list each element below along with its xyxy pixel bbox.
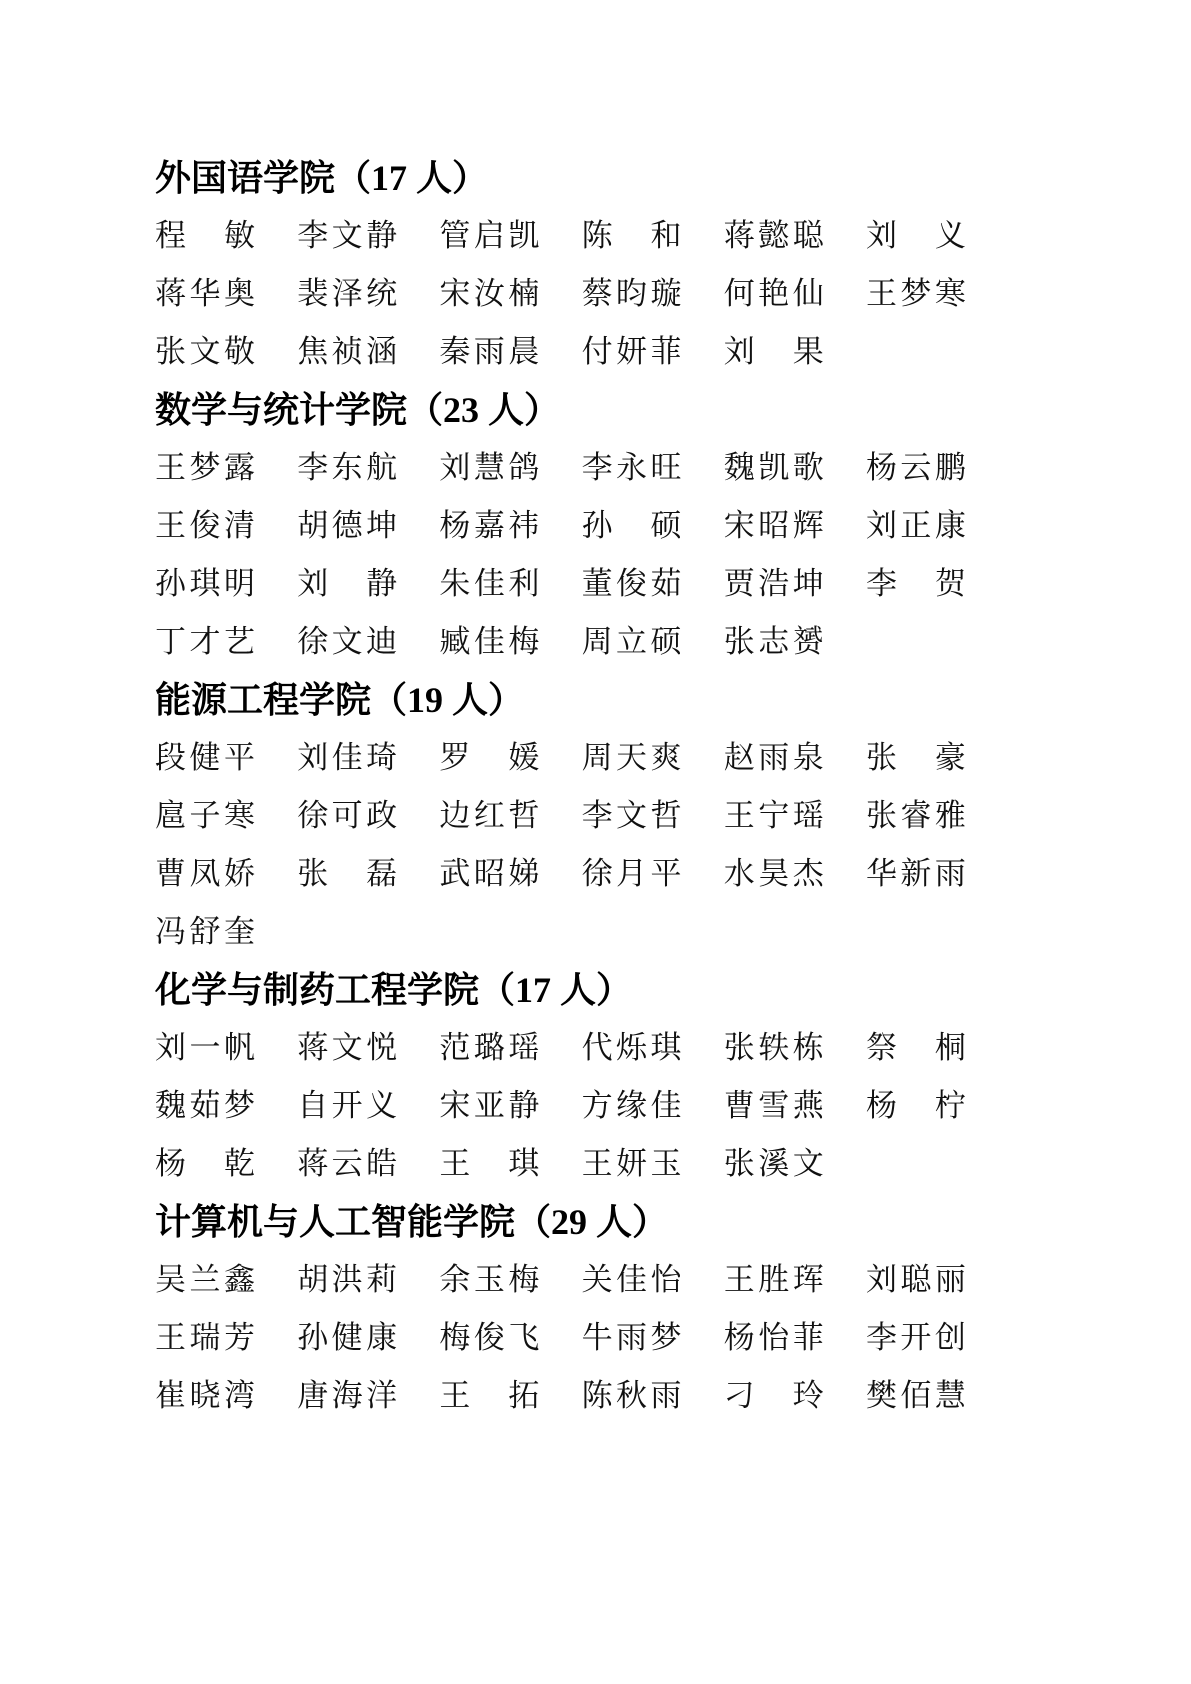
student-name: 徐可政 [297, 798, 398, 834]
college-heading: 数学与统计学院（23 人） [155, 390, 561, 430]
student-name: 王妍玉 [581, 1146, 682, 1182]
student-name: 张睿雅 [865, 798, 966, 834]
student-name: 李文哲 [581, 798, 682, 834]
student-name: 武昭娣 [439, 856, 540, 892]
student-name: 陈 和 [581, 218, 682, 254]
student-name: 王宁瑶 [723, 798, 824, 834]
student-name: 李 贺 [865, 566, 966, 602]
college-section-computer-ai [155, 1193, 1035, 1425]
student-name: 秦雨晨 [439, 334, 540, 370]
student-name: 付妍菲 [581, 334, 682, 370]
student-name: 李东航 [297, 450, 398, 486]
student-name: 张轶栋 [723, 1030, 824, 1066]
student-name: 杨云鹏 [865, 450, 966, 486]
student-name: 程 敏 [155, 218, 255, 254]
student-name: 吴兰鑫 [155, 1262, 255, 1298]
student-name: 蒋云皓 [297, 1146, 398, 1182]
student-name: 王梦露 [155, 450, 255, 486]
student-name: 董俊茹 [581, 566, 682, 602]
college-section-energy-engineering [155, 671, 1035, 961]
student-name: 范璐瑶 [439, 1030, 540, 1066]
student-name: 樊佰慧 [865, 1378, 966, 1414]
student-name: 刘 果 [723, 334, 824, 370]
student-name: 余玉梅 [439, 1262, 540, 1298]
college-heading: 外国语学院（17 人） [155, 158, 489, 198]
student-name: 罗 媛 [439, 740, 540, 776]
student-name: 杨 柠 [865, 1088, 966, 1124]
student-name: 臧佳梅 [439, 624, 540, 660]
student-name: 李文静 [297, 218, 398, 254]
student-name: 宋亚静 [439, 1088, 540, 1124]
student-name: 宋昭辉 [723, 508, 824, 544]
student-name: 刘一帆 [155, 1030, 255, 1066]
student-name: 魏茹梦 [155, 1088, 255, 1124]
student-name: 何艳仙 [723, 276, 824, 312]
student-name: 边红哲 [439, 798, 540, 834]
student-name: 张 磊 [297, 856, 398, 892]
student-name: 曹凤娇 [155, 856, 255, 892]
student-name: 唐海洋 [297, 1378, 398, 1414]
name-list [155, 1019, 1035, 1193]
student-name: 王瑞芳 [155, 1320, 255, 1356]
student-name: 李开创 [865, 1320, 966, 1356]
student-name: 杨怡菲 [723, 1320, 824, 1356]
student-name: 牛雨梦 [581, 1320, 682, 1356]
student-name: 张 豪 [865, 740, 966, 776]
college-heading: 计算机与人工智能学院（29 人） [155, 1202, 669, 1242]
student-name: 曹雪燕 [723, 1088, 824, 1124]
name-list [155, 207, 1035, 381]
student-name: 丁才艺 [155, 624, 255, 660]
student-name: 王胜珲 [723, 1262, 824, 1298]
student-name: 胡德坤 [297, 508, 398, 544]
student-name: 刘佳琦 [297, 740, 398, 776]
student-name: 杨 乾 [155, 1146, 255, 1182]
student-name: 刘正康 [865, 508, 966, 544]
student-name: 关佳怡 [581, 1262, 682, 1298]
student-name: 冯舒奎 [155, 914, 255, 950]
student-name: 刘 义 [865, 218, 966, 254]
student-name: 魏凯歌 [723, 450, 824, 486]
student-name: 张溪文 [723, 1146, 824, 1182]
student-name: 蒋文悦 [297, 1030, 398, 1066]
college-heading: 能源工程学院（19 人） [155, 680, 525, 720]
student-name: 刁 玲 [723, 1378, 824, 1414]
student-name: 张志赟 [723, 624, 824, 660]
student-name: 陈秋雨 [581, 1378, 682, 1414]
student-name: 孙琪明 [155, 566, 255, 602]
student-name: 祭 桐 [865, 1030, 966, 1066]
student-name: 自开义 [297, 1088, 398, 1124]
student-name: 段健平 [155, 740, 255, 776]
student-name: 贾浩坤 [723, 566, 824, 602]
college-section-foreign-languages [155, 149, 1035, 381]
student-name: 扈子寒 [155, 798, 255, 834]
student-name: 胡洪莉 [297, 1262, 398, 1298]
student-name: 宋汝楠 [439, 276, 540, 312]
college-section-math-statistics [155, 381, 1035, 671]
student-name: 崔晓湾 [155, 1378, 255, 1414]
name-list [155, 729, 1035, 961]
student-name: 焦祯涵 [297, 334, 398, 370]
student-name: 周天爽 [581, 740, 682, 776]
student-name: 方缘佳 [581, 1088, 682, 1124]
name-list [155, 1251, 1035, 1425]
student-name: 王俊清 [155, 508, 255, 544]
student-name: 徐月平 [581, 856, 682, 892]
student-name: 裴泽统 [297, 276, 398, 312]
student-name: 赵雨泉 [723, 740, 824, 776]
student-name: 管启凯 [439, 218, 540, 254]
student-name: 蔡昀璇 [581, 276, 682, 312]
student-name: 孙健康 [297, 1320, 398, 1356]
student-name: 徐文迪 [297, 624, 398, 660]
student-name: 华新雨 [865, 856, 966, 892]
student-name: 水昊杰 [723, 856, 824, 892]
student-name: 周立硕 [581, 624, 682, 660]
student-name: 张文敬 [155, 334, 255, 370]
student-name: 刘聪丽 [865, 1262, 966, 1298]
name-list [155, 439, 1035, 671]
student-name: 蒋华奥 [155, 276, 255, 312]
student-name: 王 拓 [439, 1378, 540, 1414]
student-name: 蒋懿聪 [723, 218, 824, 254]
student-name: 刘 静 [297, 566, 398, 602]
student-name: 李永旺 [581, 450, 682, 486]
student-name: 朱佳利 [439, 566, 540, 602]
document-page [155, 149, 1035, 1425]
student-name: 梅俊飞 [439, 1320, 540, 1356]
student-name: 代烁琪 [581, 1030, 682, 1066]
student-name: 杨嘉祎 [439, 508, 540, 544]
college-section-chemistry-pharmaceutical [155, 961, 1035, 1193]
student-name: 孙 硕 [581, 508, 682, 544]
student-name: 王梦寒 [865, 276, 966, 312]
college-heading: 化学与制药工程学院（17 人） [155, 970, 633, 1010]
student-name: 刘慧鸽 [439, 450, 540, 486]
student-name: 王 琪 [439, 1146, 540, 1182]
